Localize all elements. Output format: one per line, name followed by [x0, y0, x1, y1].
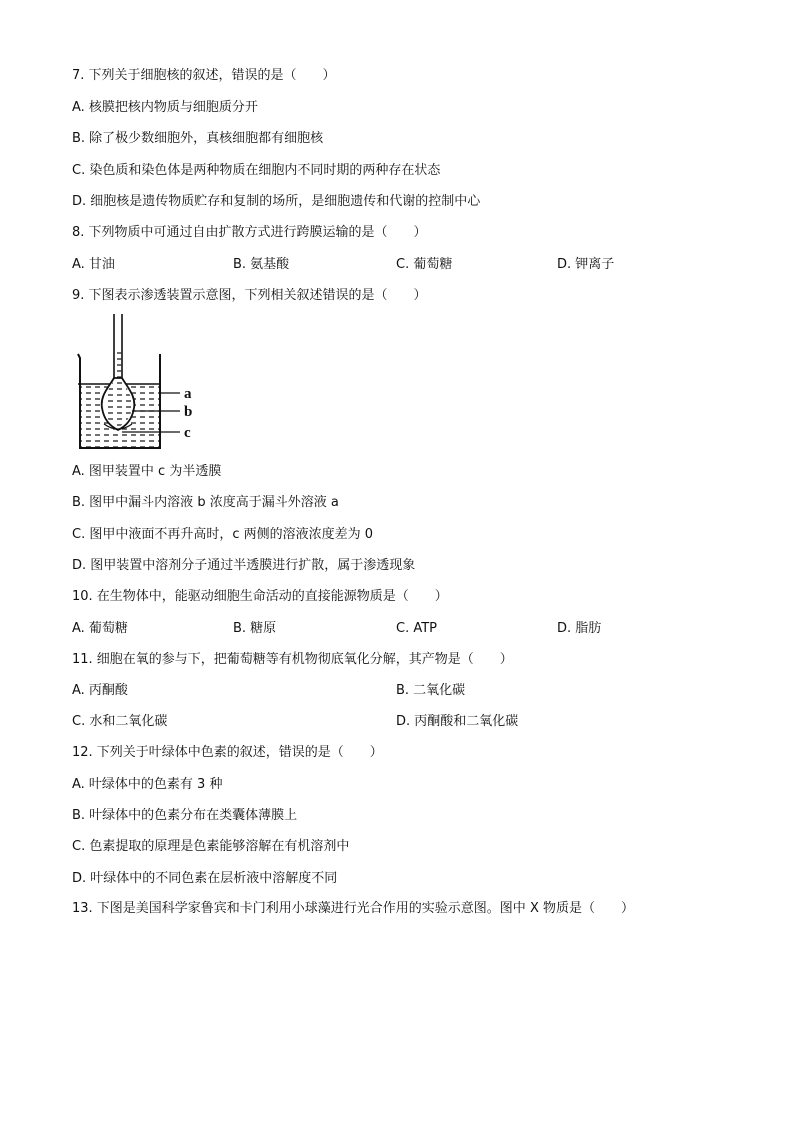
question-11-option-b: B. 二氧化碳 [396, 683, 466, 698]
question-10-stem: 10. 在生物体中，能驱动细胞生命活动的直接能源物质是（ ） [72, 589, 448, 604]
question-12-option-d: D. 叶绿体中的不同色素在层析液中溶解度不同 [72, 871, 338, 886]
osmosis-apparatus-diagram [76, 312, 206, 452]
question-8-option-b: B. 氨基酸 [233, 257, 290, 272]
question-13-stem: 13. 下图是美国科学家鲁宾和卡门利用小球藻进行光合作用的实验示意图。图中 X 物质是（ ） [72, 901, 634, 916]
question-11-option-a: A. 丙酮酸 [72, 683, 128, 698]
question-9-option-c: C. 图甲中液面不再升高时，c 两侧的溶液浓度差为 0 [72, 527, 374, 542]
question-7-option-a: A. 核膜把核内物质与细胞质分开 [72, 100, 258, 115]
label-c: c [184, 425, 191, 441]
question-8-option-a: A. 甘油 [72, 257, 115, 272]
question-10-option-a: A. 葡萄糖 [72, 621, 128, 636]
question-9-option-a: A. 图甲装置中 c 为半透膜 [72, 464, 222, 479]
question-10-option-d: D. 脂肪 [557, 621, 602, 636]
question-11-option-c: C. 水和二氧化碳 [72, 714, 168, 729]
question-12-stem: 12. 下列关于叶绿体中色素的叙述，错误的是（ ） [72, 745, 383, 760]
question-7-stem: 7. 下列关于细胞核的叙述，错误的是（ ） [72, 68, 336, 83]
label-b: b [184, 404, 193, 420]
question-7-option-c: C. 染色质和染色体是两种物质在细胞内不同时期的两种存在状态 [72, 163, 441, 178]
question-10-option-c: C. ATP [396, 621, 438, 636]
question-8-stem: 8. 下列物质中可通过自由扩散方式进行跨膜运输的是（ ） [72, 225, 427, 240]
question-7-option-d: D. 细胞核是遗传物质贮存和复制的场所，是细胞遗传和代谢的控制中心 [72, 194, 481, 209]
question-7-option-b: B. 除了极少数细胞外，真核细胞都有细胞核 [72, 131, 324, 146]
tube-solution [115, 348, 121, 380]
question-10-option-b: B. 糖原 [233, 621, 277, 636]
question-11-stem: 11. 细胞在氧的参与下，把葡萄糖等有机物彻底氧化分解，其产物是（ ） [72, 652, 513, 667]
question-9-option-b: B. 图甲中漏斗内溶液 b 浓度高于漏斗外溶液 a [72, 495, 339, 510]
question-12-option-b: B. 叶绿体中的色素分布在类囊体薄膜上 [72, 808, 298, 823]
question-11-option-d: D. 丙酮酸和二氧化碳 [396, 714, 519, 729]
question-12-option-c: C. 色素提取的原理是色素能够溶解在有机溶剂中 [72, 839, 350, 854]
question-9-stem: 9. 下图表示渗透装置示意图，下列相关叙述错误的是（ ） [72, 288, 427, 303]
question-12-option-a: A. 叶绿体中的色素有 3 种 [72, 777, 223, 792]
question-8-option-c: C. 葡萄糖 [396, 257, 453, 272]
label-a: a [184, 386, 192, 402]
osmosis-apparatus-figure [76, 312, 206, 452]
question-8-option-d: D. 钾离子 [557, 257, 615, 272]
question-9-option-d: D. 图甲装置中溶剂分子通过半透膜进行扩散，属于渗透现象 [72, 558, 416, 573]
